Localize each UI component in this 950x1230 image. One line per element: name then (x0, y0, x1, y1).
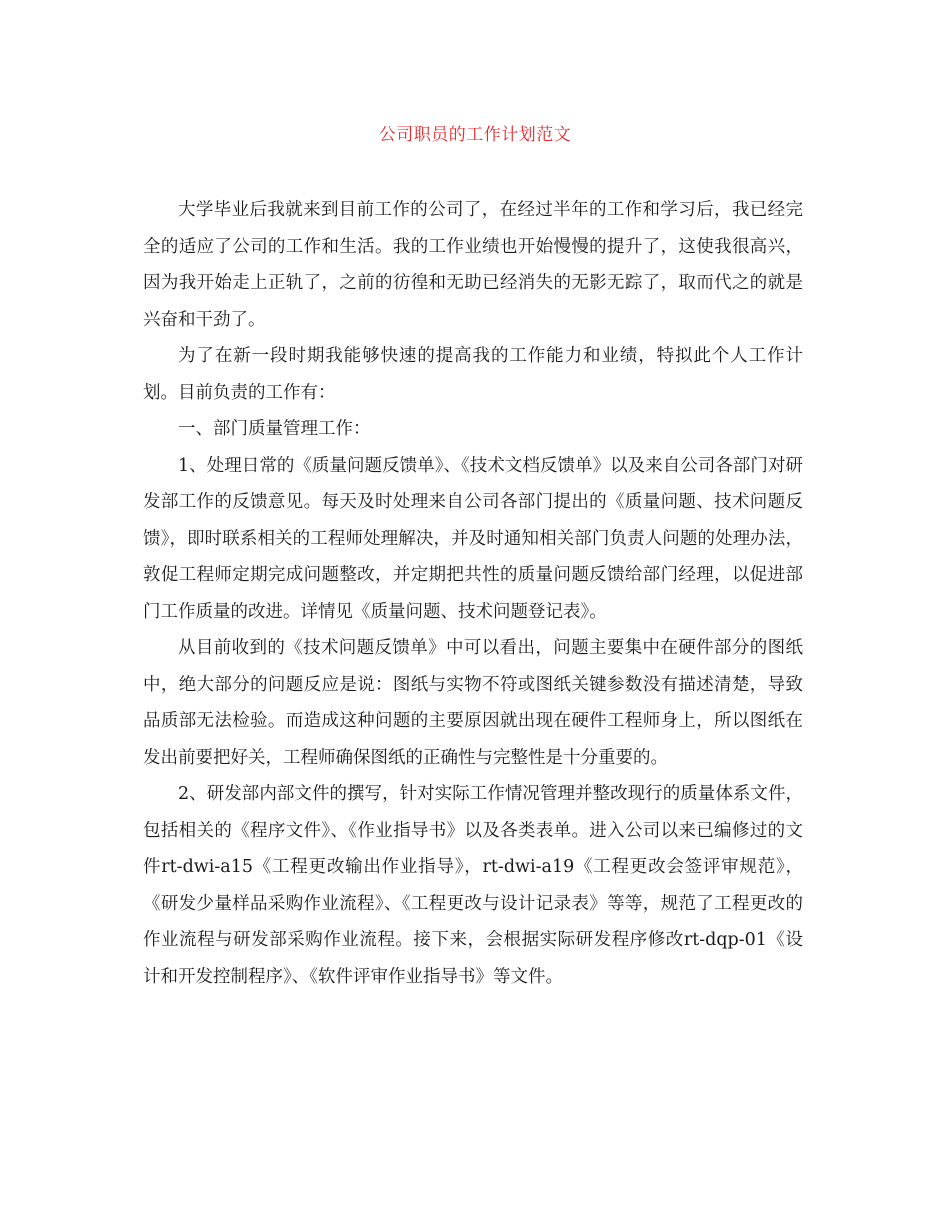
paragraph-item-2: 2、研发部内部文件的撰写，针对实际工作情况管理并整改现行的质量体系文件，包括相关的《程序文件》、《作业指导书》以及各类表单。进入公司以来已编修过的文件rt-dwi-a15《工程更改输出作业指导》，rt-dwi-a19《工程更改会签评审规范》，《研发少量样品采购作业流程》、《工程更改与设计记录表》等等，规范了工程更改的作业流程与研发部采购作业流程。接下来，会根据实际研发程序修改rt-dqp-01《设计和开发控制程序》、《软件评审作业指导书》等文件。 (143, 784, 803, 987)
document-body (143, 192, 803, 995)
paragraph-item-1: 1、处理日常的《质量问题反馈单》、《技术文档反馈单》以及来自公司各部门对研发部工作的反馈意见。每天及时处理来自公司各部门提出的《质量问题、技术问题反馈》，即时联系相关的工程师处理解决，并及时通知相关部门负责人问题的处理办法，敦促工程师定期完成问题整改，并定期把共性的质量问题反馈给部门经理，以促进部门工作质量的改进。详情见《质量问题、技术问题登记表》。 (143, 455, 803, 622)
document-title: 公司职员的工作计划范文 (378, 125, 572, 145)
paragraph-analysis: 从目前收到的《技术问题反馈单》中可以看出，问题主要集中在硬件部分的图纸中，绝大部分的问题反应是说：图纸与实物不符或图纸关键参数没有描述清楚，导致品质部无法检验。而造成这种问题的主要原因就出现在硬件工程师身上，所以图纸在发出前要把好关，工程师确保图纸的正确性与完整性是十分重要的。 (143, 638, 803, 768)
paragraph-plan-purpose: 为了在新一段时期我能够快速的提高我的工作能力和业绩，特拟此个人工作计划。目前负责的工作有： (143, 346, 803, 403)
section-heading-quality-management: 一、部门质量管理工作： (178, 419, 371, 439)
paragraph-intro: 大学毕业后我就来到目前工作的公司了，在经过半年的工作和学习后，我已经完全的适应了公司的工作和生活。我的工作业绩也开始慢慢的提升了，这使我很高兴，因为我开始走上正轨了，之前的彷徨和无助已经消失的无影无踪了，取而代之的就是兴奋和干劲了。 (143, 200, 803, 330)
